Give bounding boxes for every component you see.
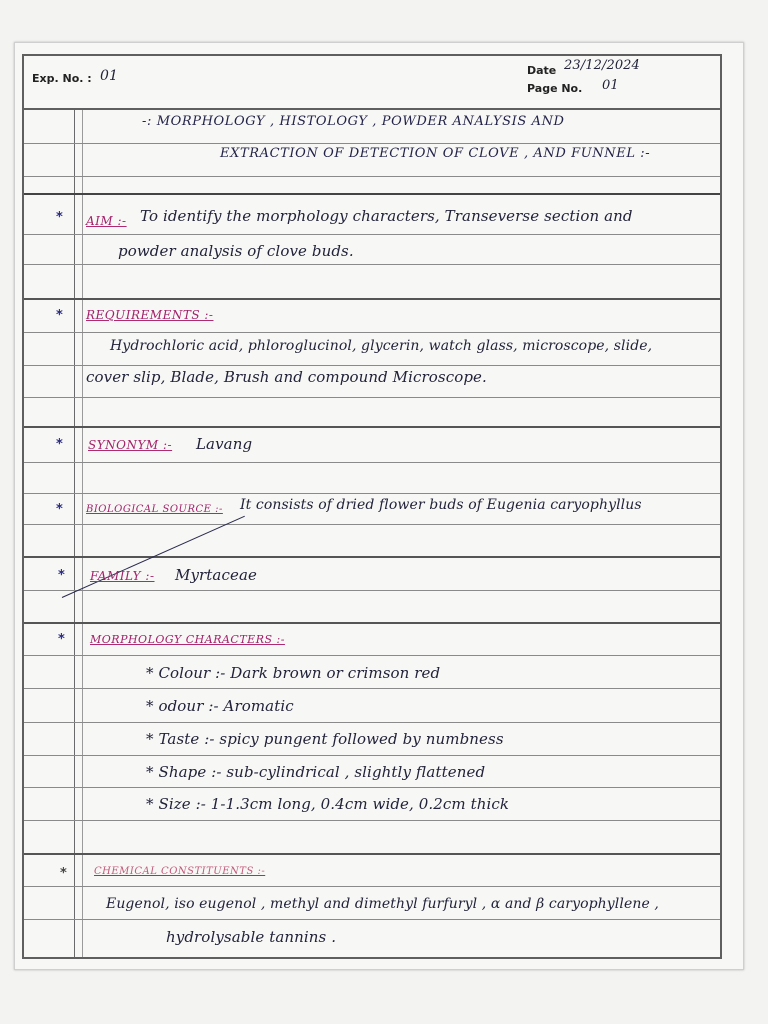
aim-line-2: powder analysis of clove buds. <box>118 242 354 260</box>
biological-source-heading: BIOLOGICAL SOURCE :- <box>86 504 223 515</box>
rule-line <box>24 556 720 558</box>
header-divider <box>22 108 722 110</box>
page-no-label: Page No. <box>527 82 583 95</box>
bullet-star: * <box>56 437 63 452</box>
date-value: 23/12/2024 <box>564 58 640 73</box>
chemical-line-2: hydrolysable tannins . <box>166 928 337 946</box>
rule-line <box>24 234 720 235</box>
bullet-star: * <box>60 866 67 881</box>
biological-source-text: It consists of dried flower buds of Eugenia caryophyllus <box>240 497 642 513</box>
bullet-star: * <box>58 568 65 583</box>
bullet-star: * <box>56 210 63 225</box>
aim-heading: AIM :- <box>86 214 127 228</box>
morphology-item: * Colour :- Dark brown or crimson red <box>146 664 441 682</box>
rule-line <box>24 397 720 398</box>
rule-line <box>24 193 720 195</box>
rule-line <box>24 298 720 300</box>
rule-line <box>24 919 720 920</box>
rule-line <box>24 143 720 144</box>
rule-line <box>24 820 720 821</box>
family-text: Myrtaceae <box>175 566 257 584</box>
requirements-line-2: cover slip, Blade, Brush and compound Microscope. <box>86 368 487 386</box>
title-line-2: EXTRACTION OF DETECTION OF CLOVE , AND FUNNEL :- <box>220 146 651 161</box>
rule-line <box>24 176 720 177</box>
chemical-heading: CHEMICAL CONSTITUENTS :- <box>94 866 266 877</box>
rule-line <box>24 688 720 689</box>
morphology-item: * Shape :- sub-cylindrical , slightly flattened <box>146 763 486 781</box>
rule-line <box>24 264 720 265</box>
rule-line <box>24 886 720 887</box>
page-no-value: 01 <box>602 78 619 93</box>
bullet-star: * <box>56 308 63 323</box>
margin-rule-right <box>82 110 83 957</box>
date-label: Date <box>527 64 557 77</box>
family-heading: FAMILY :- <box>90 569 155 583</box>
requirements-line-1: Hydrochloric acid, phloroglucinol, glycerin, watch glass, microscope, slide, <box>110 338 653 354</box>
exp-no-value: 01 <box>100 68 119 84</box>
rule-line <box>24 853 720 855</box>
rule-line <box>24 332 720 333</box>
rule-line <box>24 493 720 494</box>
morphology-heading: MORPHOLOGY CHARACTERS :- <box>90 633 285 646</box>
aim-line-1: To identify the morphology characters, Transeverse section and <box>140 207 633 225</box>
margin-rule-left <box>74 110 75 957</box>
bullet-star: * <box>58 632 65 647</box>
synonym-text: Lavang <box>196 435 253 453</box>
rule-line <box>24 524 720 525</box>
rule-line <box>24 755 720 756</box>
rule-line <box>24 722 720 723</box>
rule-line <box>24 365 720 366</box>
morphology-item: * Taste :- spicy pungent followed by numbness <box>146 730 504 748</box>
rule-line <box>24 787 720 788</box>
bullet-star: * <box>56 502 63 517</box>
title-line-1: -: MORPHOLOGY , HISTOLOGY , POWDER ANALYSIS AND <box>142 114 565 129</box>
morphology-item: * odour :- Aromatic <box>146 697 294 715</box>
synonym-heading: SYNONYM :- <box>88 438 173 452</box>
morphology-item: * Size :- 1-1.3cm long, 0.4cm wide, 0.2cm thick <box>146 795 510 813</box>
rule-line <box>24 462 720 463</box>
rule-line <box>24 426 720 428</box>
exp-no-label: Exp. No. : <box>32 72 92 85</box>
rule-line <box>24 622 720 624</box>
requirements-heading: REQUIREMENTS :- <box>86 308 214 322</box>
chemical-line-1: Eugenol, iso eugenol , methyl and dimethyl furfuryl , α and β caryophyllene , <box>106 896 659 912</box>
rule-line <box>24 655 720 656</box>
rule-line <box>24 590 720 591</box>
